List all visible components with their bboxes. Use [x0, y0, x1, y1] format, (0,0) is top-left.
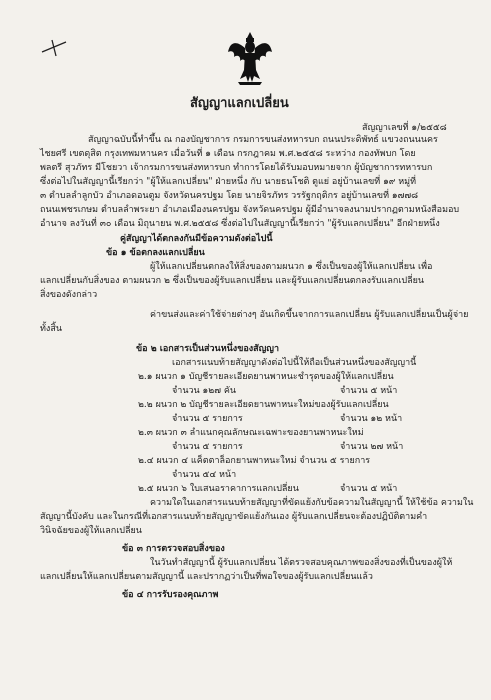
annex-qty: จำนวน ๕๔ หน้า — [172, 470, 237, 480]
annex-pages: จำนวน ๒๗ หน้า — [340, 442, 404, 452]
garuda-emblem-icon — [226, 30, 274, 86]
annex-line: ๒.๒ ผนวก ๒ บัญชีรายละเอียดยานพาหนะใหม่ของผู้รับแลกเปลี่ยน — [138, 400, 389, 410]
intro-line: ไชยศรี เขตดุสิต กรุงเทพมหานคร เมื่อวันที่ ๑ เดือน กรกฎาคม พ.ศ.๒๕๕๘ ระหว่าง กองทัพบก โดย — [40, 149, 416, 159]
document-title: สัญญาแลกเปลี่ยน — [190, 96, 289, 111]
clause-1-text: แลกเปลี่ยนกับสิ่งของ ตามผนวก ๒ ซึ่งเป็นของผู้รับแลกเปลี่ยน และผู้รับแลกเปลี่ยนตกลงรับแลกเปลี่ยน — [40, 276, 425, 286]
annex-pages: จำนวน ๕ หน้า — [340, 484, 398, 494]
intro-line: พลตรี สุวภัทร มีโชยวา เจ้ากรมการขนส่งทหารบก ทำการโดยได้รับมอบหมายจาก ผู้บัญชาการทหารบก — [40, 163, 433, 173]
clause-2-intro: เอกสารแนบท้ายสัญญาดังต่อไปนี้ให้ถือเป็นส่วนหนึ่งของสัญญานี้ — [172, 358, 417, 368]
annex-line: ๒.๕ ผนวก ๖ ใบเสนอราคาการแลกเปลี่ยน — [138, 484, 299, 494]
clause-1-title: ข้อ ๑ ข้อตกลงแลกเปลี่ยน — [106, 248, 205, 258]
clause-2-text: ความใดในเอกสารแนบท้ายสัญญาที่ขัดแย้งกับข้อความในสัญญานี้ ให้ใช้ข้อ ความใน — [150, 498, 474, 508]
clause-3-title: ข้อ ๓ การตรวจสอบสิ่งของ — [122, 544, 225, 554]
annex-qty: จำนวน ๑๒๗ คัน — [172, 386, 236, 396]
clause-3-text: ในวันทำสัญญานี้ ผู้รับแลกเปลี่ยน ได้ตรวจสอบคุณภาพของสิ่งของที่เป็นของผู้ให้ — [150, 558, 453, 568]
annex-line: ๒.๔ ผนวก ๔ แค็ตตาล็อกยานพาหนะใหม่ จำนวน ๕ รายการ — [138, 456, 371, 466]
clause-2-title: ข้อ ๒ เอกสารเป็นส่วนหนึ่งของสัญญา — [136, 344, 280, 354]
clause-2-text: วินิจฉัยของผู้ให้แลกเปลี่ยน — [40, 526, 142, 536]
annex-pages: จำนวน ๑๒ หน้า — [340, 414, 403, 424]
cost-text: ค่าขนส่งและค่าใช้จ่ายต่างๆ อันเกิดขึ้นจากการแลกเปลี่ยน ผู้รับแลกเปลี่ยนเป็นผู้จ่าย — [150, 310, 469, 320]
handwritten-mark — [40, 36, 70, 58]
intro-line: ๓ ตำบลลำลูกบัว อำเภอดอนตูม จังหวัดนครปฐม โดย นายจิรภัทร วรรัฐกฤติกร อยู่บ้านเลขที่ ๑๗๗๘ — [40, 191, 419, 201]
contract-number: สัญญาเลขที่ ๑/๒๕๕๘ — [362, 123, 447, 133]
annex-qty: จำนวน ๕ รายการ — [172, 414, 243, 424]
agreement-heading: คู่สัญญาได้ตกลงกันมีข้อความดังต่อไปนี้ — [120, 234, 273, 244]
intro-line: ถนนเพชรเกษม ตำบลลำพระยา อำเภอเมืองนครปฐม จังหวัดนครปฐม ผู้มีอำนาจลงนามปรากฏตามหนังสือมอบ — [40, 205, 460, 215]
cost-text: ทั้งสิ้น — [40, 324, 62, 334]
annex-pages: จำนวน ๕ หน้า — [340, 386, 398, 396]
annex-qty: จำนวน ๕ รายการ — [172, 442, 243, 452]
clause-4-title: ข้อ ๔ การรับรองคุณภาพ — [122, 590, 219, 600]
clause-3-text: แลกเปลี่ยนให้แลกเปลี่ยนตามสัญญานี้ และปรากฏว่าเป็นที่พอใจของผู้รับแลกเปลี่ยนแล้ว — [40, 572, 373, 582]
intro-line: อำนาจ ลงวันที่ ๓๐ เดือน มิถุนายน พ.ศ.๒๕๕๘ ซึ่งต่อไปในสัญญานี้เรียกว่า "ผู้รับแลกเปลี่ยน" อีกฝ่ายหนึ่ง — [40, 219, 440, 229]
intro-line: ซึ่งต่อไปในสัญญานี้เรียกว่า "ผู้ให้แลกเปลี่ยน" ฝ่ายหนึ่ง กับ นายธนโชติ ตูแย่ อยู่บ้านเลขที่ ๑๙ หมู่ที่ — [40, 177, 417, 187]
annex-line: ๒.๓ ผนวก ๓ ลำแนกคุณลักษณะเฉพาะของยานพาหนะใหม่ — [138, 428, 364, 438]
clause-1-text: ผู้ให้แลกเปลี่ยนตกลงให้สิ่งของตามผนวก ๑ ซึ่งเป็นของผู้ให้แลกเปลี่ยน เพื่อ — [150, 262, 433, 272]
clause-1-text: สิ่งของดังกล่าว — [40, 290, 98, 300]
intro-line: สัญญาฉบับนี้ทำขึ้น ณ กองบัญชาการ กรมการขนส่งทหารบก ถนนประดิพัทธ์ แขวงถนนนคร — [88, 135, 438, 145]
clause-2-text: สัญญานี้บังคับ และในกรณีที่เอกสารแนบท้ายสัญญาขัดแย้งกันเอง ผู้รับแลกเปลี่ยนจะต้องปฏิบัติตามคำ — [40, 512, 428, 522]
annex-line: ๒.๑ ผนวก ๑ บัญชีรายละเอียดยานพาหนะชำรุดของผู้ให้แลกเปลี่ยน — [138, 372, 394, 382]
